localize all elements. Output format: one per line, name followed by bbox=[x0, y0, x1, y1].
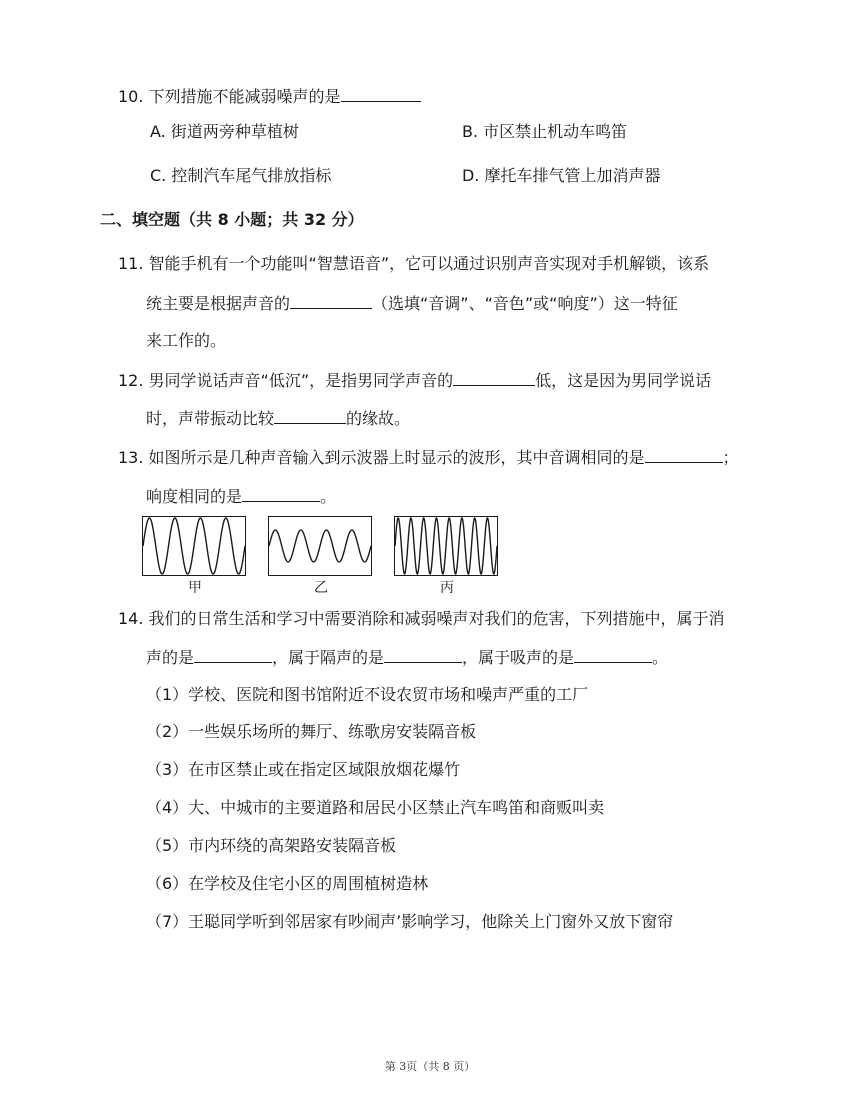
q14-blank-xisheng[interactable] bbox=[574, 646, 652, 663]
section-heading-fill-in: 二、填空题（共 8 小题；共 32 分） bbox=[100, 210, 364, 229]
q10-answer-blank[interactable] bbox=[341, 85, 421, 102]
q14-item-5: （5）市内环绕的高架路安装隔音板 bbox=[146, 836, 397, 855]
waveform-label-yi: 乙 bbox=[314, 580, 328, 596]
q14-item-7: （7）王聪同学听到邻居家有吵闹声’影响学习，他除关上门窗外又放下窗帘 bbox=[146, 912, 674, 931]
q11-answer-blank[interactable] bbox=[290, 292, 372, 309]
q14-line2: 声的是 ，属于隔声的是 ，属于吸声的是 。 bbox=[146, 648, 669, 667]
waveform-curve bbox=[395, 518, 497, 574]
q10-stem: 10. 下列措施不能减弱噪声的是 bbox=[118, 85, 421, 108]
waveform-label-bing: 丙 bbox=[440, 580, 454, 596]
q14-item-6: （6）在学校及住宅小区的周围植树造林 bbox=[146, 874, 429, 893]
waveform-curve bbox=[143, 518, 245, 574]
waveform-jia bbox=[142, 516, 246, 576]
q10-option-b: B. 市区禁止机动车鸣笛 bbox=[462, 122, 628, 141]
waveform-bing bbox=[394, 516, 498, 576]
q12-blank-1[interactable] bbox=[453, 369, 535, 386]
waveform-yi bbox=[268, 516, 372, 576]
waveform-curve bbox=[269, 530, 371, 562]
q14-line1: 14. 我们的日常生活和学习中需要消除和减弱噪声对我们的危害，下列措施中，属于消 bbox=[118, 609, 725, 628]
q12-line1: 12. 男同学说话声音“低沉”，是指男同学声音的 低，这是因为男同学说话 bbox=[118, 371, 712, 390]
q13-blank-2[interactable] bbox=[242, 485, 320, 502]
page-footer: 第 3页（共 8 页） bbox=[384, 1060, 476, 1073]
waveform-label-jia: 甲 bbox=[188, 580, 202, 596]
q14-item-4: （4）大、中城市的主要道路和居民小区禁止汽车鸣笛和商贩叫卖 bbox=[146, 798, 605, 817]
q14-item-1: （1）学校、医院和图书馆附近不设农贸市场和噪声严重的工厂 bbox=[146, 685, 589, 704]
q12-line2: 时，声带振动比较 的缘故。 bbox=[146, 409, 411, 428]
q14-item-3: （3）在市区禁止或在指定区域限放烟花爆竹 bbox=[146, 760, 461, 779]
q13-line2: 响度相同的是 。 bbox=[146, 487, 337, 506]
q14-item-2: （2）一些娱乐场所的舞厅、练歌房安装隔音板 bbox=[146, 722, 477, 741]
q10-option-a: A. 街道两旁种草植树 bbox=[150, 122, 299, 141]
q14-blank-xiaosheng[interactable] bbox=[194, 646, 272, 663]
q13-line1: 13. 如图所示是几种声音输入到示波器上时显示的波形，其中音调相同的是 ； bbox=[118, 448, 739, 467]
q10-option-c: C. 控制汽车尾气排放指标 bbox=[150, 166, 332, 185]
q11-line2: 统主要是根据声音的 （选填“音调”、“音色”或“响度”）这一特征 bbox=[146, 294, 678, 313]
q11-line1: 11. 智能手机有一个功能叫“智慧语音”，它可以通过识别声音实现对手机解锁，该系 bbox=[118, 254, 710, 273]
q13-blank-1[interactable] bbox=[645, 446, 723, 463]
q14-blank-gesheng[interactable] bbox=[384, 646, 462, 663]
q12-blank-2[interactable] bbox=[274, 407, 346, 424]
q11-line3: 来工作的。 bbox=[146, 331, 227, 350]
q10-option-d: D. 摩托车排气管上加消声器 bbox=[462, 166, 661, 185]
